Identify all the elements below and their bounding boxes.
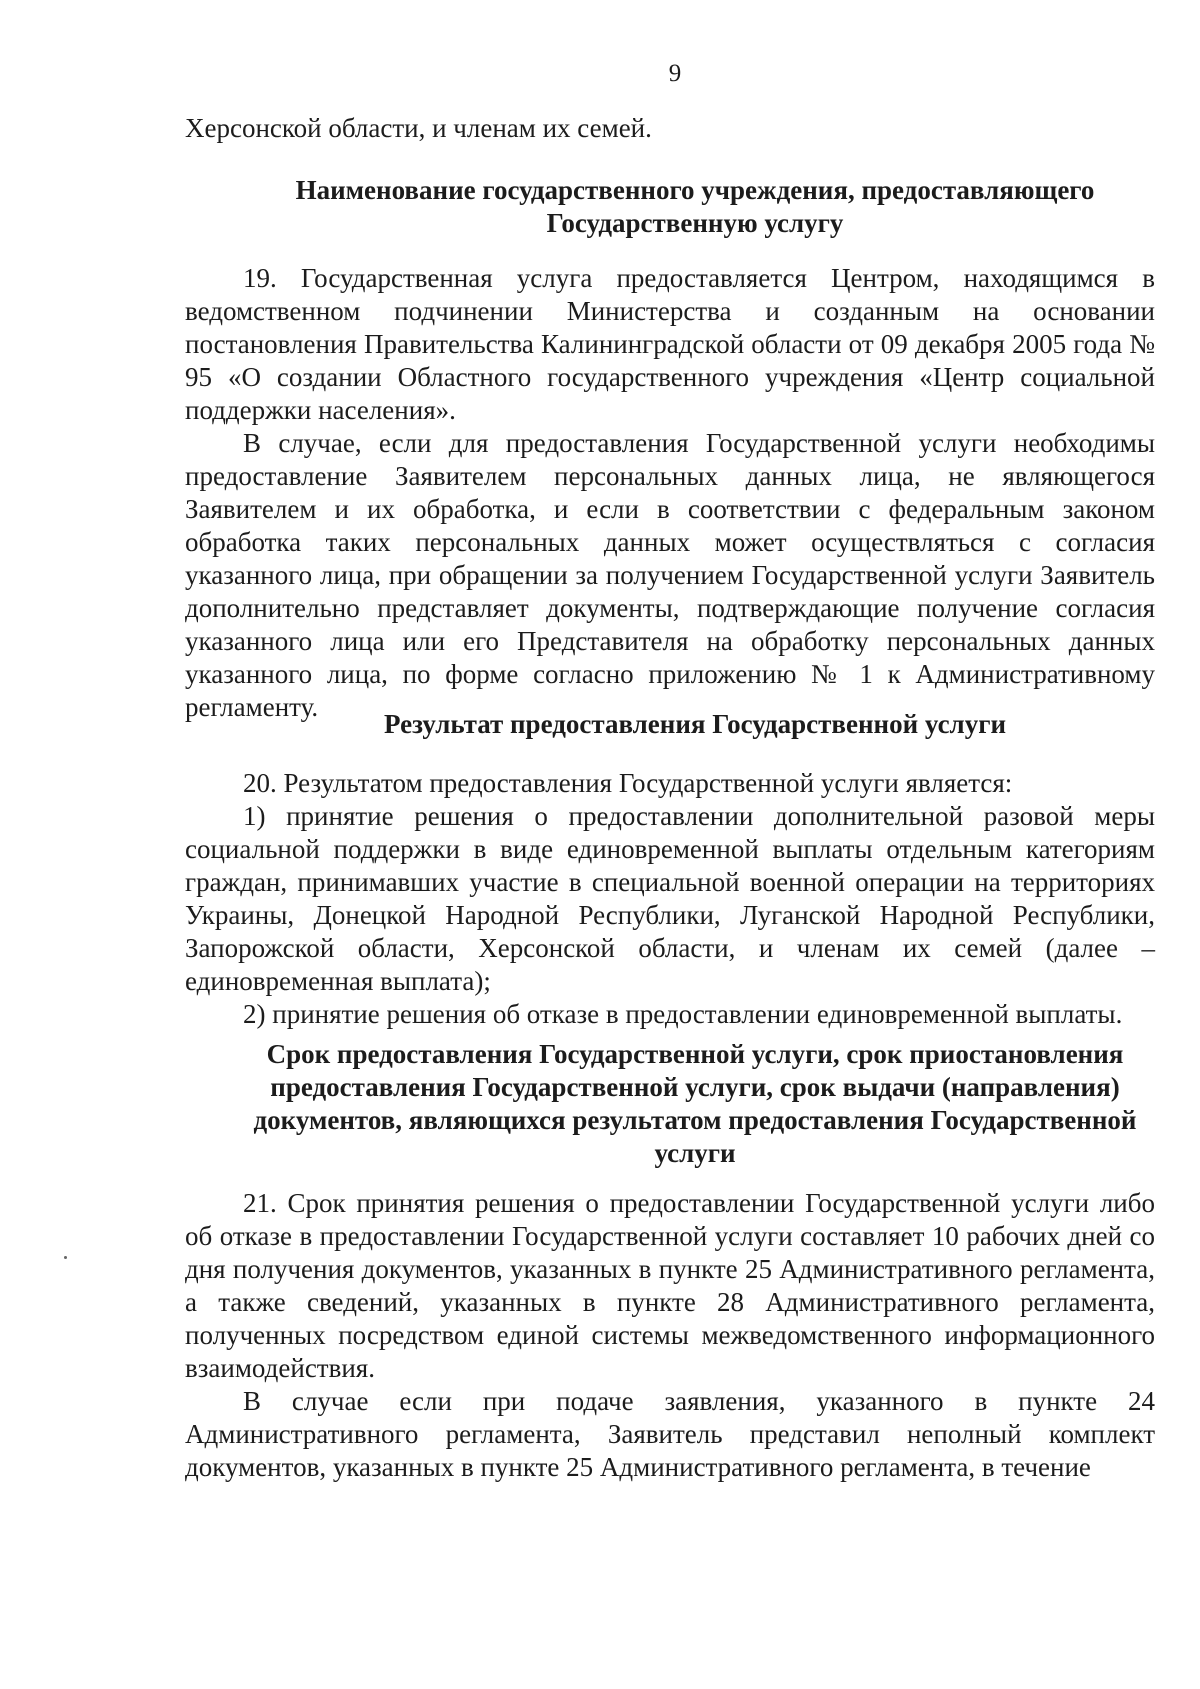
heading-line: Государственную услугу (546, 208, 844, 238)
heading-line: Результат предоставления Государственной услуги (383, 709, 1007, 739)
page-number: 9 (668, 60, 682, 87)
heading-line: документов, являющихся результатом предоставления Государственной (253, 1105, 1137, 1135)
paragraph-19: 19. Государственная услуга предоставляется Центром, находящимся в ведомственном подчинении Министерства и созданным на основании постановления Правительства Калининградской области от 09 декабря 2005 года № 95 «О создании Областного государственного учреждения «Центр социальной поддержки населения». (185, 263, 1155, 425)
result-item-2: 2) принятие решения об отказе в предоставлении единовременной выплаты. (243, 999, 1123, 1029)
section-body-terms (185, 1187, 1155, 1484)
paragraph-19-consent: В случае, если для предоставления Государственной услуги необходимы предоставление Заявителем персональных данных лица, не являющегося Заявителем и их обработка, и если в соответствии с федеральным законом обработка таких персональных данных может осуществляться с согласия указанного лица, при обращении за получением Государственной услуги Заявитель дополнительно представляет документы, подтверждающие получение согласия указанного лица или его Представителя на обработку персональных данных указанного лица, по форме согласно приложению № 1 к Административному регламенту. (185, 428, 1155, 722)
result-item-1: 1) принятие решения о предоставлении дополнительной разовой меры социальной поддержки в виде единовременной выплаты отдельным категориям граждан, принимавших участие в специальной военной операции на территориях Украины, Донецкой Народной Республики, Луганской Народной Республики, Запорожской области, Херсонской области, и членам их семей (далее – единовременная выплата); (185, 801, 1155, 996)
intro-continuation-block (185, 112, 1155, 145)
scan-speck (64, 1256, 67, 1259)
heading-line: услуги (654, 1138, 736, 1168)
section-body-institution (185, 262, 1155, 724)
paragraph-20: 20. Результатом предоставления Государственной услуги является: (243, 768, 1013, 798)
section-heading-institution (185, 174, 1200, 240)
section-body-result (185, 767, 1155, 1031)
heading-line: предоставления Государственной услуги, срок выдачи (направления) (270, 1072, 1120, 1102)
heading-line: Наименование государственного учреждения, предоставляющего (295, 175, 1095, 205)
section-heading-terms (185, 1038, 1200, 1170)
heading-line: Срок предоставления Государственной услуги, срок приостановления (266, 1039, 1124, 1069)
paragraph-21-incomplete: В случае если при подаче заявления, указанного в пункте 24 Административного регламента, Заявитель представил неполный комплект документов, указанных в пункте 25 Административного регламента, в течение (185, 1386, 1155, 1482)
paragraph-21: 21. Срок принятия решения о предоставлении Государственной услуги либо об отказе в предоставлении Государственной услуги составляет 10 рабочих дней со дня получения документов, указанных в пункте 25 Административного регламента, а также сведений, указанных в пункте 28 Административного регламента, полученных посредством единой системы межведомственного информационного взаимодействия. (185, 1188, 1155, 1383)
section-heading-result (185, 708, 1200, 741)
intro-continuation: Херсонской области, и членам их семей. (185, 113, 652, 143)
